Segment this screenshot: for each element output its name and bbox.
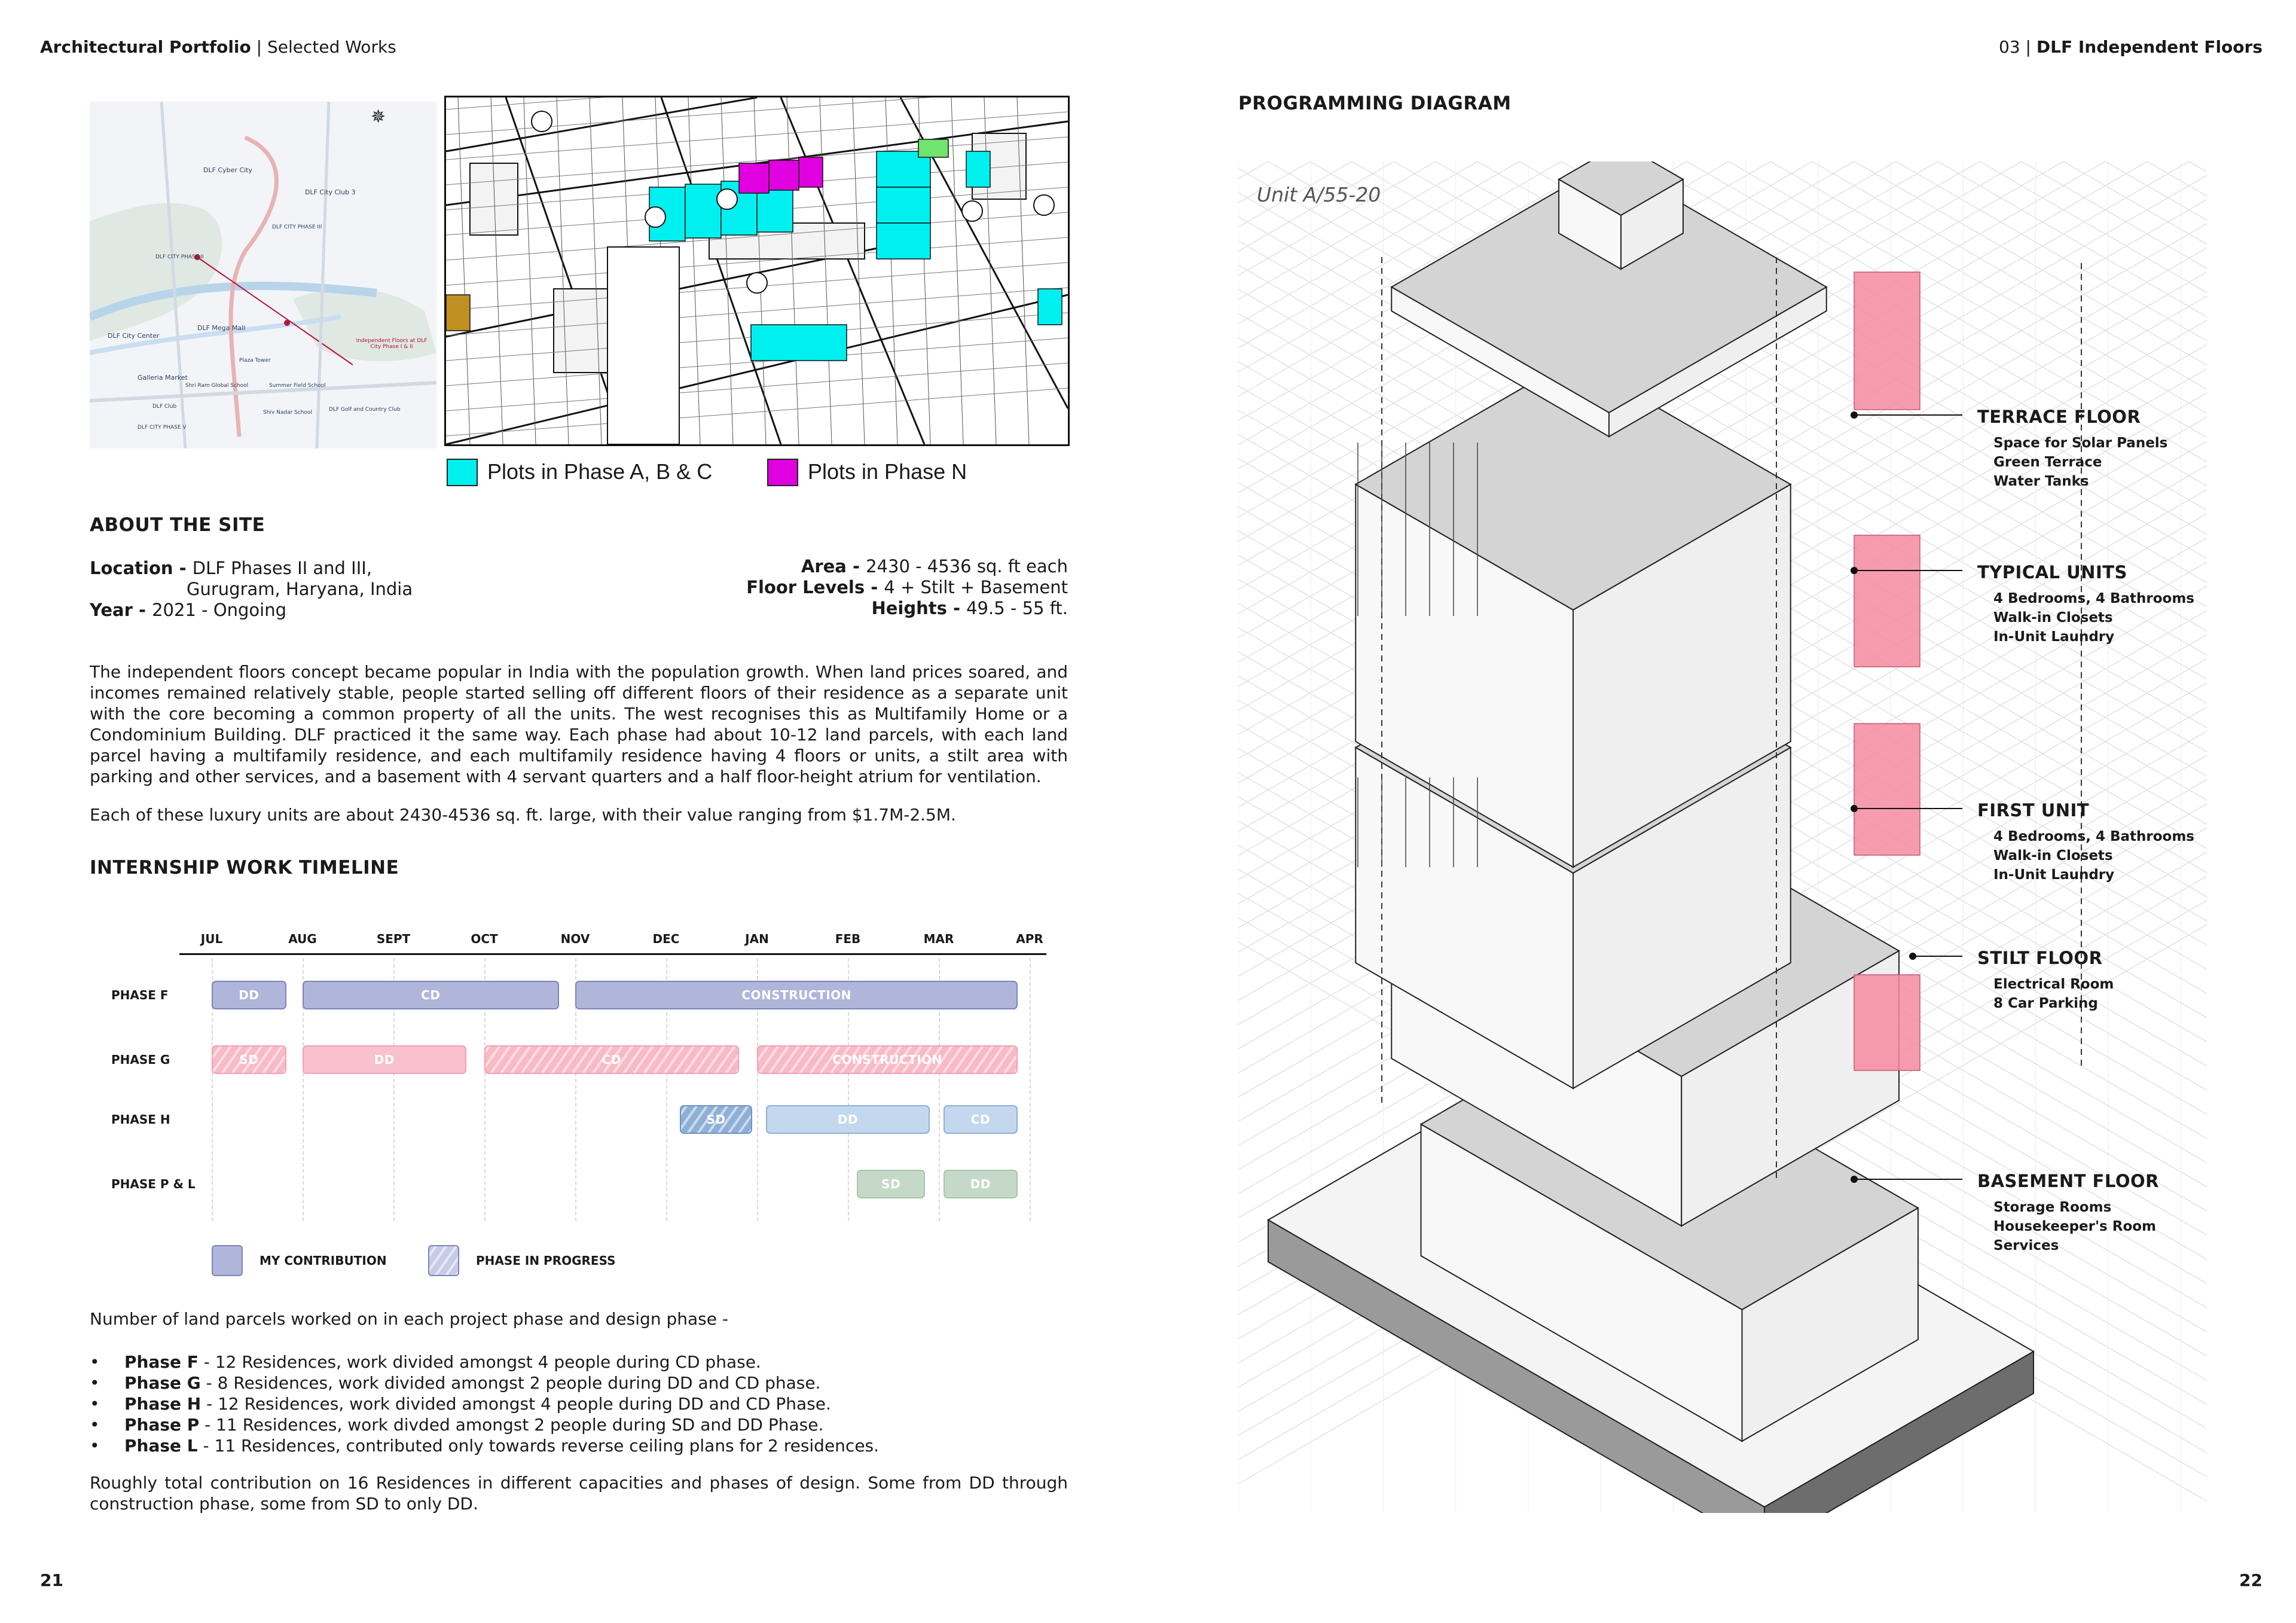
- summary-item-phase: Phase H: [124, 1394, 201, 1414]
- legend-label-phase-n: Plots in Phase N: [808, 459, 967, 484]
- month-label: NOV: [560, 932, 590, 946]
- portfolio-title: Architectural Portfolio: [40, 37, 251, 57]
- summary-item-text: - 12 Residences, work divided amongst 4 people during CD phase.: [198, 1352, 761, 1372]
- timeline-title: INTERNSHIP WORK TIMELINE: [90, 857, 399, 878]
- about-title: ABOUT THE SITE: [90, 514, 265, 536]
- compass-icon: ✵: [371, 106, 386, 127]
- location-value: DLF Phases II and III,: [192, 558, 373, 578]
- callout-title: TERRACE FLOOR: [1977, 407, 2141, 427]
- month-label: DEC: [652, 932, 680, 946]
- year-label: Year -: [90, 600, 152, 620]
- phase-bar: CONSTRUCTION: [575, 981, 1018, 1009]
- about-paragraph: The independent floors concept became popular in India with the population growth. When land prices soared, and incomes remained relatively stable, people started selling off different floors of their residence as a separate unit with the core becoming a common property of all the units. The west recognises this as Multifamily Home or a Condominium Building. DLF practiced it the same way. Each phase had about 10-12 land parcels, with each land parcel having a multifamily residence, and each multifamily residence having 4 floors or units, a stilt area with parking and other services, and a basement with 4 servant quarters and a half floor-height atrium for ventilation.: [90, 662, 1068, 786]
- summary-item-text: - 8 Residences, work divided amongst 2 people during DD and CD phase.: [200, 1373, 821, 1393]
- summary-intro: Number of land parcels worked on in each project phase and design phase -: [90, 1309, 728, 1329]
- phase-bar: CD: [303, 981, 559, 1009]
- page-number-left: 21: [40, 1570, 63, 1590]
- floors-value: 4 + Stilt + Basement: [884, 577, 1068, 597]
- map-label: DLF CITY PHASE III: [272, 224, 322, 230]
- callout-item: Walk-in Closets: [1993, 848, 2113, 864]
- phase-bar: SD: [857, 1170, 925, 1198]
- legend-label: MY CONTRIBUTION: [259, 1253, 387, 1268]
- phase-bar: SD: [680, 1105, 753, 1134]
- callout-item: Storage Rooms: [1993, 1200, 2112, 1215]
- month-label: OCT: [471, 932, 498, 946]
- summary-item-phase: Phase F: [124, 1352, 199, 1372]
- page-number-right: 22: [2239, 1570, 2263, 1590]
- month-label: FEB: [835, 932, 861, 946]
- callout-leader: [1854, 414, 1962, 416]
- summary-item-text: - 11 Residences, contributed only towards reverse ceiling plans for 2 residences.: [197, 1436, 880, 1456]
- callout-leader: [1854, 1179, 1962, 1180]
- callout-leader: [1913, 956, 1962, 957]
- map-label: DLF Club: [152, 404, 177, 410]
- summary-item-phase: Phase L: [124, 1436, 198, 1456]
- phase-bar: DD: [766, 1105, 930, 1134]
- heights-value: 49.5 - 55 ft.: [966, 598, 1068, 618]
- phase-bar: DD: [303, 1045, 466, 1074]
- year-value: 2021 - Ongoing: [152, 600, 287, 620]
- area-value: 2430 - 4536 sq. ft each: [866, 556, 1068, 576]
- callout-item: In-Unit Laundry: [1993, 629, 2115, 645]
- month-label: AUG: [288, 932, 317, 946]
- callout-item: Space for Solar Panels: [1993, 435, 2168, 451]
- map-label: Plaza Tower: [239, 358, 271, 364]
- callout-title: FIRST UNIT: [1977, 800, 2090, 820]
- summary-item-text: - 12 Residences, work divided amongst 4 people during DD and CD Phase.: [201, 1394, 831, 1414]
- map-label-site: Independent Floors at DLF City Phase I & II: [356, 338, 428, 350]
- phase-bar: SD: [212, 1045, 286, 1074]
- phase-row-label: PHASE H: [111, 1112, 170, 1127]
- map-label: Shiv Nadar School: [263, 410, 313, 416]
- unit-label: Unit A/55-20: [1257, 183, 1381, 206]
- phase-bar: CD: [944, 1105, 1018, 1134]
- summary-item-phase: Phase P: [124, 1415, 200, 1435]
- phase-bar: CONSTRUCTION: [757, 1045, 1018, 1074]
- map-label: Galleria Market: [138, 374, 188, 382]
- month-label: JAN: [745, 932, 769, 946]
- summary-closing: Roughly total contribution on 16 Residences in different capacities and phases of design. Some from DD through construction phase, some from SD to only DD.: [90, 1473, 1068, 1514]
- area-label: Area -: [801, 556, 866, 576]
- callout-item: In-Unit Laundry: [1993, 867, 2115, 883]
- phase-bar: DD: [212, 981, 286, 1009]
- map-label: DLF City Club 3: [305, 188, 356, 196]
- callout-item: Electrical Room: [1993, 977, 2114, 992]
- callout-title: STILT FLOOR: [1977, 948, 2103, 968]
- map-label: DLF Cyber City: [203, 166, 252, 174]
- month-label: JUL: [200, 932, 223, 946]
- heights-label: Heights -: [871, 598, 967, 618]
- callout-item: Water Tanks: [1993, 474, 2089, 489]
- map-label: DLF Golf and Country Club: [329, 407, 401, 413]
- legend-label: PHASE IN PROGRESS: [476, 1253, 616, 1268]
- month-label: APR: [1016, 932, 1043, 946]
- summary-item-text: - 11 Residences, work divded amongst 2 people during SD and DD Phase.: [199, 1415, 824, 1435]
- phase-bar: CD: [484, 1045, 739, 1074]
- month-label: SEPT: [376, 932, 411, 946]
- diagram-title: PROGRAMMING DIAGRAM: [1238, 93, 1512, 114]
- phase-bar: DD: [944, 1170, 1018, 1198]
- project-title: DLF Independent Floors: [2036, 37, 2263, 57]
- callout-item: Housekeeper's Room: [1993, 1219, 2157, 1234]
- about-paragraph-2: Each of these luxury units are about 2430-4536 sq. ft. large, with their value ranging from $1.7M-2.5M.: [90, 805, 956, 825]
- callout-leader: [1854, 808, 1962, 809]
- map-label: Summer Field School: [269, 383, 326, 389]
- map-label: DLF Mega Mall: [197, 324, 246, 332]
- floors-label: Floor Levels -: [746, 577, 884, 597]
- callout-item: Green Terrace: [1993, 454, 2102, 470]
- callout-item: Walk-in Closets: [1993, 610, 2113, 626]
- project-number: 03 |: [1999, 37, 2037, 57]
- callout-item: 4 Bedrooms, 4 Bathrooms: [1993, 829, 2194, 844]
- callout-item: 4 Bedrooms, 4 Bathrooms: [1993, 591, 2194, 606]
- phase-row-label: PHASE F: [111, 988, 169, 1002]
- location-label: Location -: [90, 558, 193, 578]
- header-separator: |: [251, 37, 267, 57]
- month-label: MAR: [923, 932, 954, 946]
- legend-label-phase-abc: Plots in Phase A, B & C: [487, 459, 713, 484]
- callout-leader: [1854, 570, 1962, 571]
- callout-item: 8 Car Parking: [1993, 996, 2098, 1011]
- phase-row-label: PHASE P & L: [111, 1177, 196, 1191]
- phase-row-label: PHASE G: [111, 1052, 170, 1067]
- summary-item-phase: Phase G: [124, 1373, 201, 1393]
- map-label: DLF CITY PHASE II: [155, 254, 204, 260]
- map-label: DLF CITY PHASE V: [138, 425, 187, 431]
- callout-title: TYPICAL UNITS: [1977, 562, 2127, 582]
- portfolio-subtitle: Selected Works: [267, 37, 396, 57]
- location-value-2: Gurugram, Haryana, India: [187, 579, 413, 599]
- map-label: DLF City Center: [108, 332, 160, 340]
- callout-title: BASEMENT FLOOR: [1977, 1171, 2159, 1191]
- map-label: Shri Ram Global School: [185, 383, 249, 389]
- callout-item: Services: [1993, 1238, 2059, 1253]
